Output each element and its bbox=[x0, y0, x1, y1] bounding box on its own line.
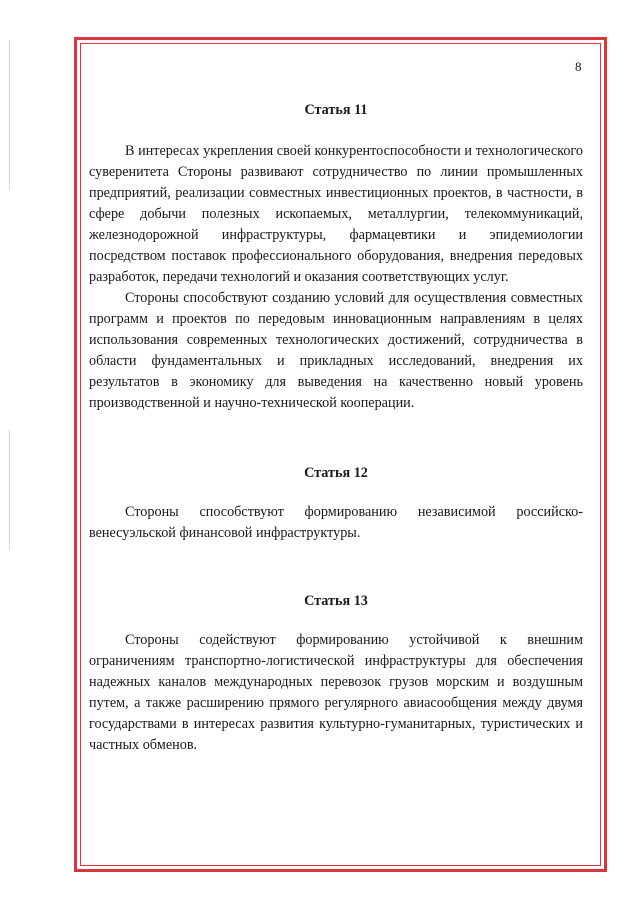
scan-edge-mark bbox=[9, 40, 10, 190]
scan-edge-mark bbox=[9, 430, 10, 550]
article-13-paragraph-1: Стороны содействуют формированию устойчивой к внешним ограничениям транспортно-логистической инфраструктуры для обеспечения надежных каналов международных перевозок грузов морским и воздушным путем, а также расширению прямого регулярного авиасообщения между двумя государствами в интересах развития культурно-гуманитарных, туристических и частных обменов. bbox=[89, 632, 583, 753]
article-13-heading: Статья 13 bbox=[304, 593, 368, 609]
article-11-paragraph-1: В интересах укрепления своей конкурентоспособности и технологического суверенитета Стороны развивают сотрудничество по линии промышленных предприятий, реализации совместных инвестиционных проектов, в частности, в сфере добычи полезных ископаемых, металлургии, телекоммуникаций, железнодорожной инфраструктуры, фармацевтики и эпидемиологии посредством поставок профессионального оборудования, внедрения передовых разработок, передачи технологий и оказания соответствующих услуг. bbox=[89, 143, 583, 285]
article-13 bbox=[89, 591, 583, 756]
article-11-paragraph-2: Стороны способствуют созданию условий для осуществления совместных программ и проектов по передовым инновационным направлениям в целях использования современных технологических достижений, сотрудничества в области фундаментальных и прикладных исследований, внедрения их результатов в экономику для выведения на качественно новый уровень производственной и научно-технической кооперации. bbox=[89, 290, 583, 411]
page-number: 8 bbox=[575, 59, 582, 74]
article-12-heading: Статья 12 bbox=[304, 465, 368, 481]
article-11-heading: Статья 11 bbox=[304, 102, 368, 118]
article-11 bbox=[89, 100, 583, 414]
article-12-paragraph-1: Стороны способствуют формированию независимой российско-венесуэльской финансовой инфраструктуры. bbox=[89, 504, 583, 541]
document-body bbox=[89, 100, 583, 756]
article-12 bbox=[89, 463, 583, 544]
